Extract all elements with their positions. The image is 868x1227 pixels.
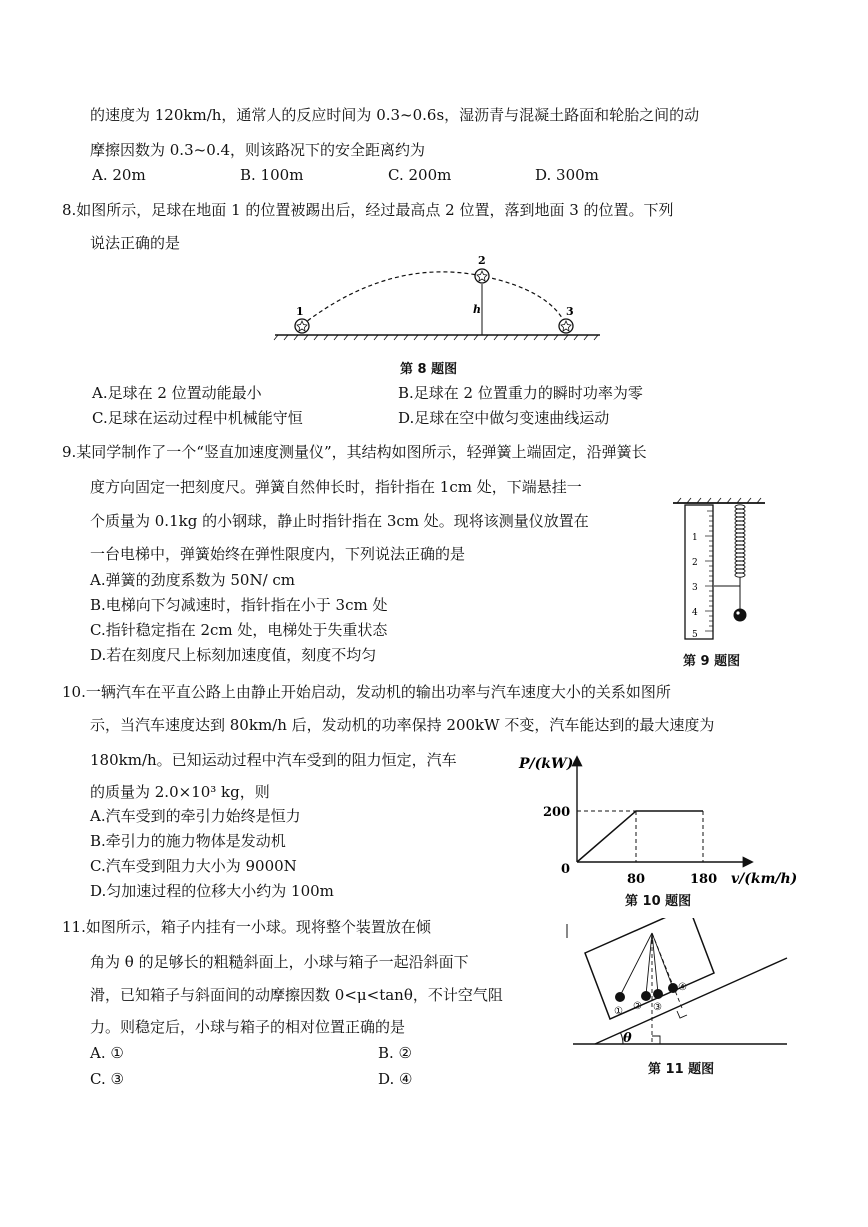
origin-label: 0 (561, 862, 571, 877)
q7-option-a: A. 20m (92, 166, 146, 184)
q8-caption: 第 8 题图 (400, 362, 458, 377)
ball-label-2: ② (633, 1001, 642, 1012)
ball-3 (653, 989, 663, 999)
q9-option-d: D.若在刻度尺上标刻加速度值，刻度不均匀 (90, 646, 377, 664)
ball-label-4: ④ (678, 982, 687, 993)
q11-line4: 力。则稳定后，小球与箱子的相对位置正确的是 (90, 1018, 406, 1036)
q10-option-b: B.牵引力的施力物体是发动机 (90, 832, 286, 850)
ball-4 (668, 983, 678, 993)
q10-caption: 第 10 题图 (625, 894, 692, 909)
scale-label-4: 4 (692, 608, 698, 618)
ball-label-1: ① (614, 1006, 623, 1017)
q11-option-c: C. ③ (90, 1070, 124, 1088)
q11-figure (565, 918, 795, 1053)
q8-line1: 8.如图所示，足球在地面 1 的位置被踢出后，经过最高点 2 位置，落到地面 3 的位置。下列 (62, 201, 674, 219)
q9-option-c: C.指针稳定指在 2cm 处，电梯处于失重状态 (90, 621, 388, 639)
angle-theta: θ (623, 1031, 632, 1046)
q10-option-c: C.汽车受到阻力大小为 9000N (90, 857, 297, 875)
q10-option-d: D.匀加速过程的位移大小约为 100m (90, 882, 334, 900)
q8-option-d: D.足球在空中做匀变速曲线运动 (398, 409, 610, 427)
right-angle-mark-ground (652, 1036, 660, 1044)
q8-line2: 说法正确的是 (90, 234, 181, 252)
q9-line3: 个质量为 0.1kg 的小钢球，静止时指针指在 3cm 处。现将该测量仪放置在 (90, 512, 589, 530)
q11-option-b: B. ② (378, 1044, 413, 1062)
spring (735, 505, 745, 577)
ball-position-3 (559, 319, 573, 333)
ball-label-3: ③ (653, 1002, 662, 1013)
q9-line1: 9.某同学制作了一个“竖直加速度测量仪”，其结构如图所示，轻弹簧上端固定，沿弹簧长 (62, 443, 647, 461)
q11-option-d: D. ④ (378, 1070, 413, 1088)
q11-caption: 第 11 题图 (648, 1062, 715, 1077)
box (585, 918, 714, 1019)
q9-line4: 一台电梯中，弹簧始终在弹性限度内，下列说法正确的是 (90, 545, 466, 563)
q10-line4: 的质量为 2.0×10³ kg，则 (90, 783, 270, 801)
x-tick-180: 180 (690, 872, 718, 887)
scale-label-2: 2 (692, 558, 698, 568)
q7-line2: 摩擦因数为 0.3~0.4，则该路况下的安全距离约为 (90, 141, 426, 159)
q9-option-b: B.电梯向下匀减速时，指针指在小于 3cm 处 (90, 596, 388, 614)
ball-1 (615, 992, 625, 1002)
label-h: h (473, 303, 481, 316)
q8-option-b: B.足球在 2 位置重力的瞬时功率为零 (398, 384, 643, 402)
scale-label-1: 1 (692, 533, 698, 543)
q9-option-a: A.弹簧的劲度系数为 50N/ cm (90, 571, 296, 589)
x-tick-80: 80 (627, 872, 646, 887)
q8-option-c: C.足球在运动过程中机械能守恒 (92, 409, 303, 427)
q9-caption: 第 9 题图 (683, 654, 741, 669)
right-angle-mark-normal (677, 1011, 687, 1018)
ball-position-1 (295, 319, 309, 333)
q11-option-a: A. ① (90, 1044, 124, 1062)
ball-position-2 (475, 269, 489, 283)
q7-option-b: B. 100m (240, 166, 304, 184)
label-3: 3 (566, 305, 574, 318)
steel-ball (734, 609, 747, 622)
q8-option-a: A.足球在 2 位置动能最小 (92, 384, 262, 402)
trajectory-curve (302, 272, 566, 325)
y-axis-label: P/(kW) (519, 756, 574, 772)
scale-label-3: 3 (692, 583, 698, 593)
q7-option-c: C. 200m (388, 166, 452, 184)
q11-line1: 11.如图所示，箱子内挂有一小球。现将整个装置放在倾 (62, 918, 431, 936)
q7-option-d: D. 300m (535, 166, 599, 184)
q9-figure (665, 497, 775, 647)
x-axis-label: v/(km/h) (731, 871, 798, 887)
label-2: 2 (478, 254, 486, 267)
q8-figure (270, 252, 605, 347)
q11-line3: 滑，已知箱子与斜面间的动摩擦因数 0<μ<tanθ，不计空气阻 (90, 986, 503, 1004)
q10-line1: 10.一辆汽车在平直公路上由静止开始启动，发动机的输出功率与汽车速度大小的关系如图所 (62, 683, 671, 701)
scale-label-5: 5 (692, 630, 698, 640)
q9-line2: 度方向固定一把刻度尺。弹簧自然伸长时，指针指在 1cm 处，下端悬挂一 (90, 478, 582, 496)
q10-option-a: A.汽车受到的牵引力始终是恒力 (90, 807, 301, 825)
power-curve (577, 811, 703, 862)
q11-line2: 角为 θ 的足够长的粗糙斜面上，小球与箱子一起沿斜面下 (90, 953, 469, 971)
ball-2 (641, 991, 651, 1001)
q10-line3: 180km/h。已知运动过程中汽车受到的阻力恒定，汽车 (90, 751, 457, 769)
q10-line2: 示，当汽车速度达到 80km/h 后，发动机的功率保持 200kW 不变，汽车能达到的最大速度为 (90, 716, 715, 734)
q10-figure (515, 750, 800, 890)
label-1: 1 (296, 305, 304, 318)
y-tick-200: 200 (543, 805, 571, 820)
ruler (685, 505, 713, 639)
q7-line1: 的速度为 120km/h，通常人的反应时间为 0.3~0.6s，湿沥青与混凝土路面和轮胎之间的动 (90, 106, 700, 124)
